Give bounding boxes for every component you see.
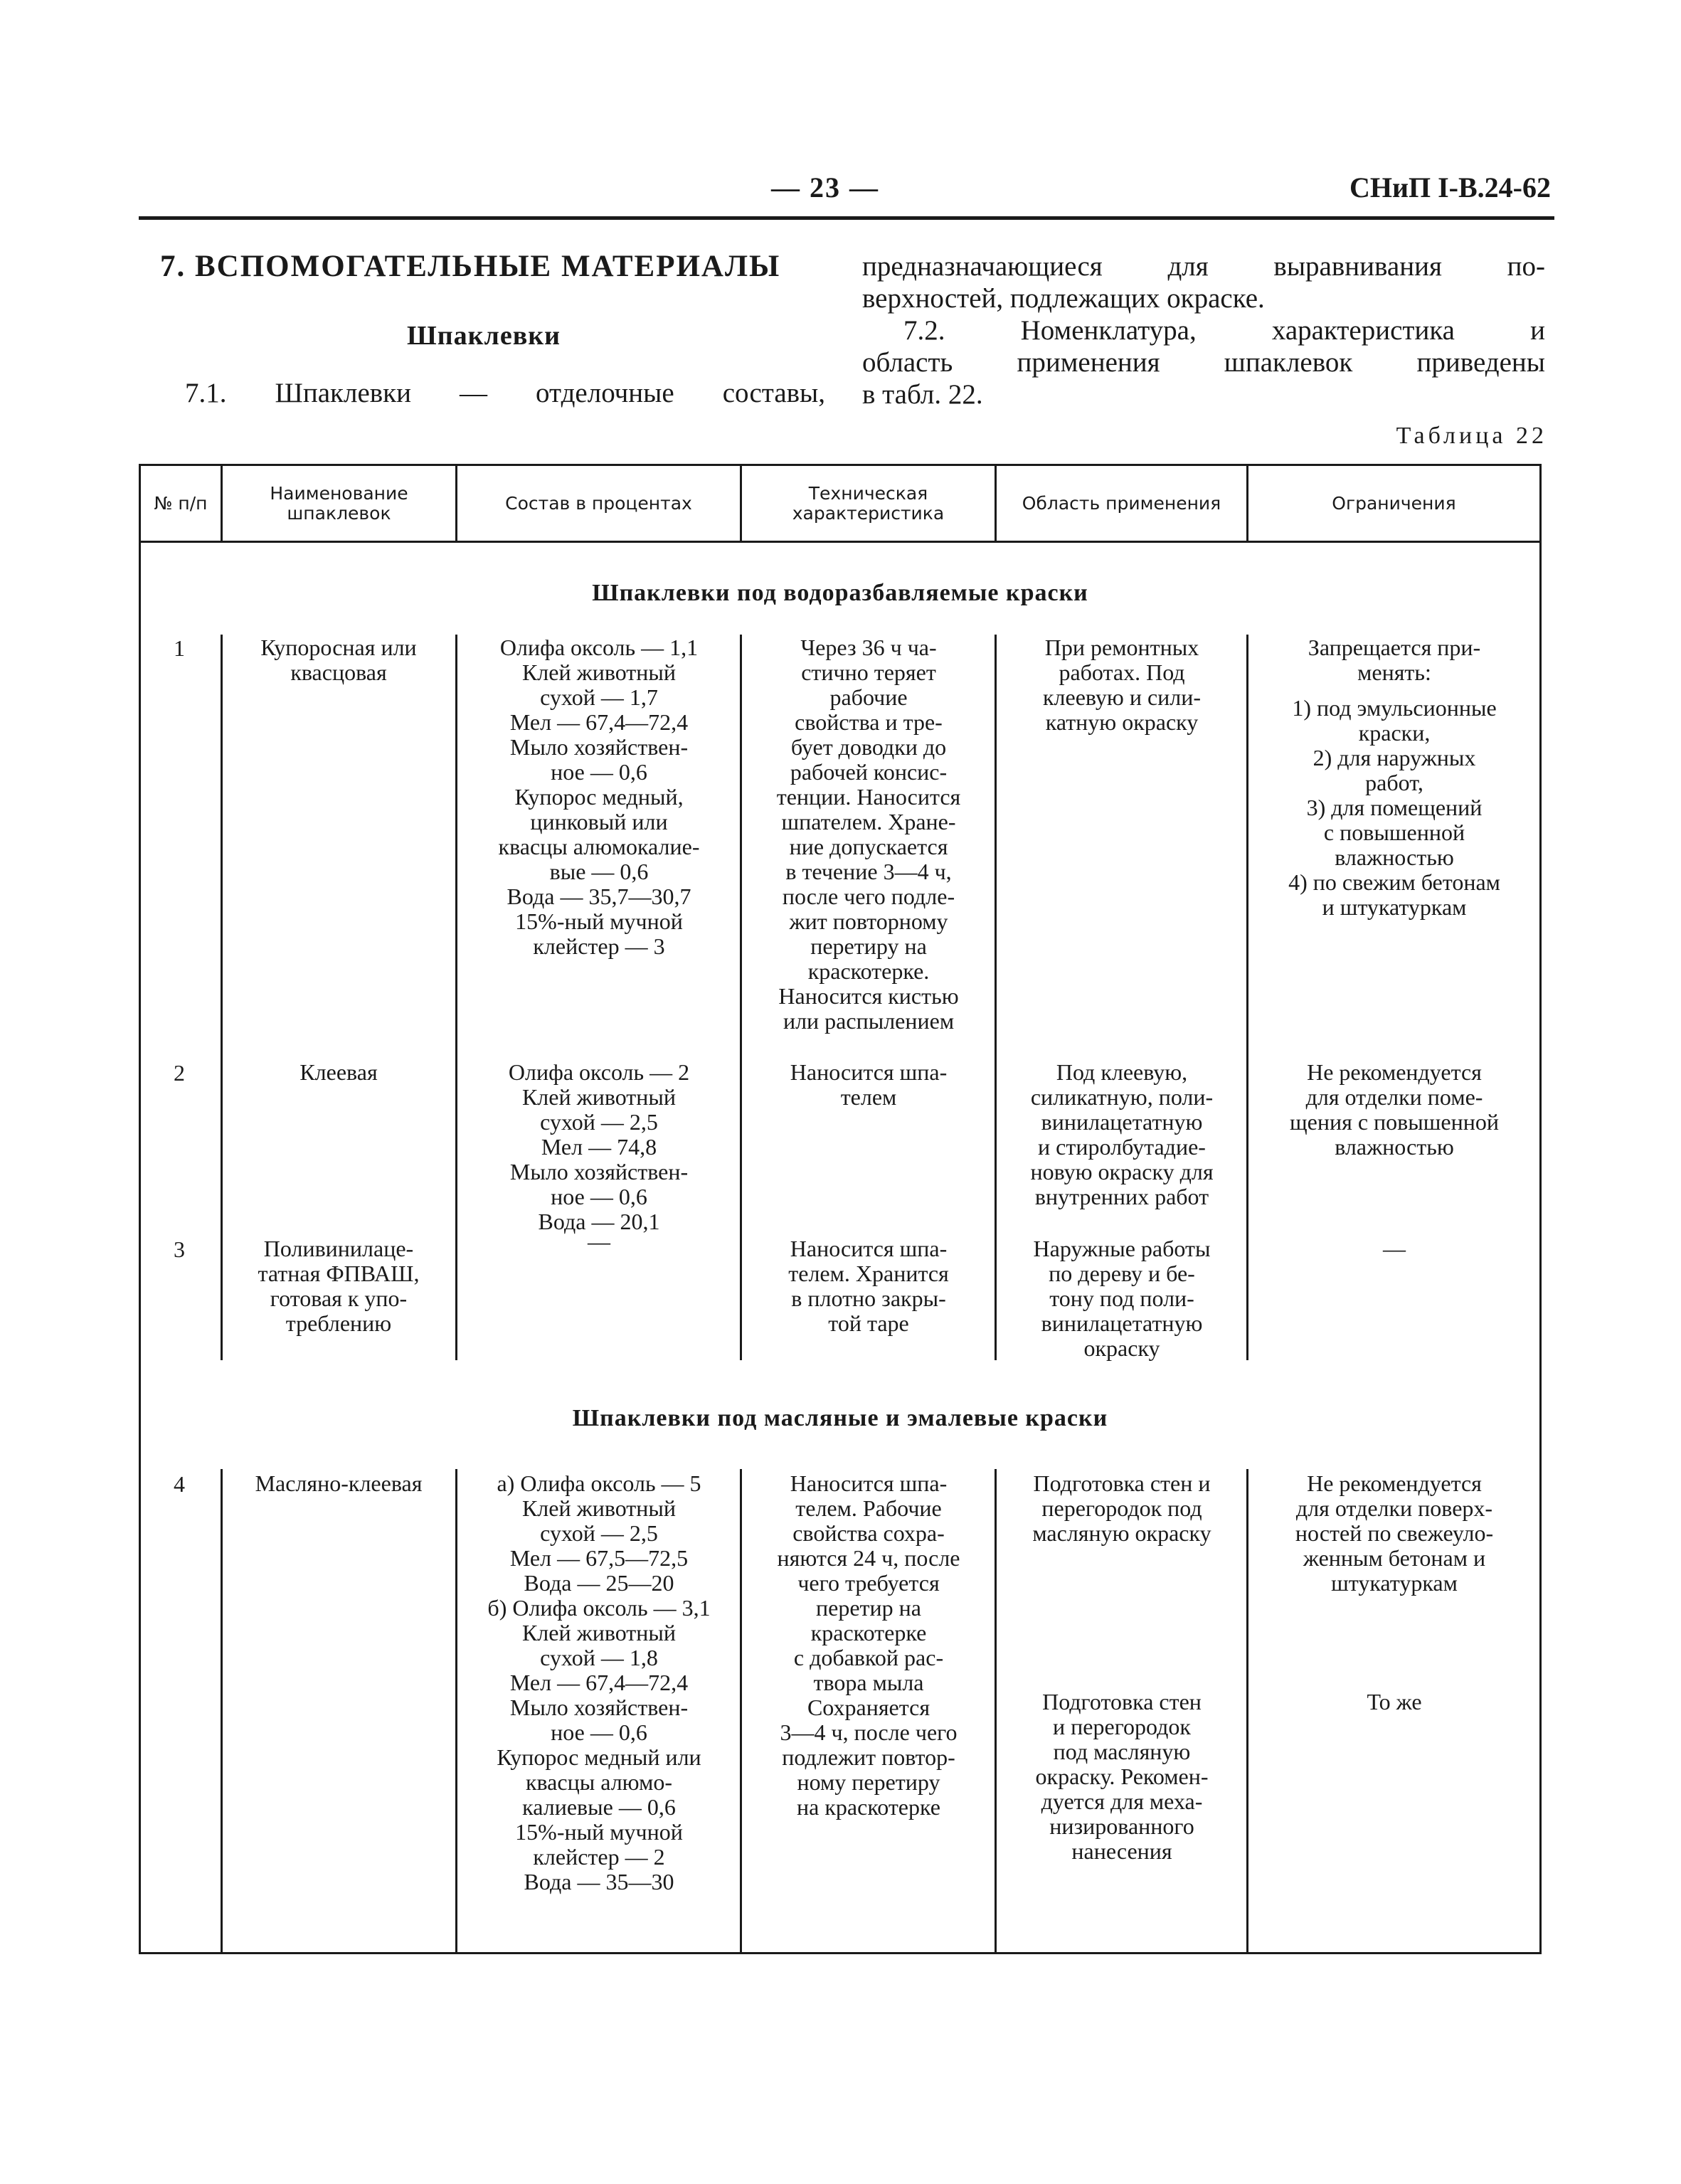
group-title: Шпаклевки под водоразбавляемые краски xyxy=(592,580,1088,606)
text-line: область применения шпаклевок приведены xyxy=(862,347,1545,378)
row-tech: Наносится шпа- телем. Рабочие свойства сохра- няются 24 ч, после чего требуется перетир на краскотерке с добавкой рас- твора мыла Сохраняется 3—4 ч, после чего подлежит повтор- ному перетиру на краскотерке xyxy=(777,1470,960,1820)
column-divider xyxy=(740,635,742,1360)
right-column-text xyxy=(862,250,1545,410)
row-number: 4 xyxy=(174,1471,185,1497)
row-limits: 1) под эмульсионные краски, 2) для наружных работ, 3) для помещений с повышенной влажностью 4) по свежим бетонам и штукатуркам xyxy=(1288,695,1500,920)
row-composition: — xyxy=(588,1229,610,1254)
row-number: 3 xyxy=(174,1236,185,1262)
text-line: в табл. 22. xyxy=(862,379,983,410)
table-caption: Таблица 22 xyxy=(1396,423,1547,449)
row-application-b: Подготовка стен и перегородок под масляную окраску. Рекомен- дуется для меха- низированного нанесения xyxy=(1035,1689,1209,1864)
col-header-limits: Ограничения xyxy=(1332,492,1456,514)
row-name: Клеевая xyxy=(299,1059,378,1085)
row-name: Купоросная или квасцовая xyxy=(260,635,417,685)
subsection-heading: Шпаклевки xyxy=(406,321,561,351)
row-tech: Через 36 ч ча- стично теряет рабочие свойства и тре- бует доводки до рабочей консис- тенции. Наносится шпателем. Хране- ние допускается в течение 3—4 ч, после чего подле- жит повторному перетиру на краскотерке. Наносится кистью или распылением xyxy=(776,635,961,1034)
col-header-name: Наименование шпаклевок xyxy=(270,482,408,524)
row-limits: Не рекомендуется для отделки поме- щения с повышенной влажностью xyxy=(1290,1059,1499,1160)
row-limits: — xyxy=(1383,1236,1406,1261)
page-number: — 23 — xyxy=(771,171,879,203)
row-application: При ремонтных работах. Под клеевую и сили- катную окраску xyxy=(1042,635,1202,735)
column-divider xyxy=(221,635,223,1360)
column-divider xyxy=(995,1469,997,1953)
col-header-composition: Состав в процентах xyxy=(505,492,692,514)
row-limits-title: Запрещается при- менять: xyxy=(1308,635,1481,685)
row-limits-a: Не рекомендуется для отделки поверх- ностей по свежеуло- женным бетонам и штукатуркам xyxy=(1295,1470,1494,1596)
document-code: СНиП I-В.24-62 xyxy=(1349,171,1551,203)
row-composition: Олифа оксоль — 2 Клей животный сухой — 2,5 Мел — 74,8 Мыло хозяйствен- ное — 0,6 Вода — 20,1 xyxy=(508,1059,690,1234)
row-tech: Наносится шпа- телем. Хранится в плотно закры- той таре xyxy=(788,1236,949,1336)
column-divider xyxy=(1246,1469,1248,1953)
column-divider xyxy=(740,1469,742,1953)
row-number: 2 xyxy=(174,1060,185,1086)
row-composition: Олифа оксоль — 1,1 Клей животный сухой — 1,7 Мел — 67,4—72,4 Мыло хозяйствен- ное — 0,6 Купорос медный, цинковый или квасцы алюмокалие- вые — 0,6 Вода — 35,7—30,7 15%-ный мучной клейстер — 3 xyxy=(498,635,700,959)
row-application: Под клеевую, силикатную, поли- винилацетатную и стиролбутадие- новую окраску для внутренних работ xyxy=(1030,1059,1214,1209)
group-title: Шпаклевки под масляные и эмалевые краски xyxy=(572,1405,1108,1431)
column-divider xyxy=(995,635,997,1360)
row-application: Наружные работы по дереву и бе- тону под поли- винилацетатную окраску xyxy=(1033,1236,1211,1361)
row-application-a: Подготовка стен и перегородок под масляную окраску xyxy=(1032,1470,1211,1546)
row-tech: Наносится шпа- телем xyxy=(790,1059,948,1110)
col-header-number: № п/п xyxy=(154,492,208,514)
row-name: Масляно-клеевая xyxy=(255,1470,423,1496)
row-composition: а) Олифа оксоль — 5 Клей животный сухой — 2,5 Мел — 67,5—72,5 Вода — 25—20 б) Олифа оксоль — 3,1 Клей животный сухой — 1,8 Мел — 67,4—72,4 Мыло хозяйствен- ное — 0,6 Купорос медный или квасцы алюмо- калиевые — 0,6 15%-ный мучной клейстер — 2 Вода — 35—30 xyxy=(487,1470,711,1894)
column-divider xyxy=(1246,635,1248,1360)
row-number: 1 xyxy=(174,635,185,661)
text-line: верхностей, подлежащих окраске. xyxy=(862,283,1265,314)
header-bottom-rule xyxy=(139,541,1542,543)
col-header-application: Область применения xyxy=(1022,492,1221,514)
header-rule xyxy=(139,216,1554,220)
section-heading: 7. ВСПОМОГАТЕЛЬНЫЕ МАТЕРИАЛЫ xyxy=(160,250,781,283)
column-divider xyxy=(455,635,457,1360)
paragraph-7-1: 7.1. Шпаклевки — отделочные составы, xyxy=(185,378,825,408)
column-divider xyxy=(455,1469,457,1953)
col-header-tech: Техническая характеристика xyxy=(792,482,945,524)
text-line: предназначающиеся для выравнивания по- xyxy=(862,251,1545,282)
row-limits-b: То же xyxy=(1367,1689,1422,1714)
column-divider xyxy=(221,1469,223,1953)
text-line: 7.2. Номенклатура, характеристика и xyxy=(903,315,1545,346)
row-name: Поливинилаце- татная ФПВАШ, готовая к упо- треблению xyxy=(258,1236,420,1336)
